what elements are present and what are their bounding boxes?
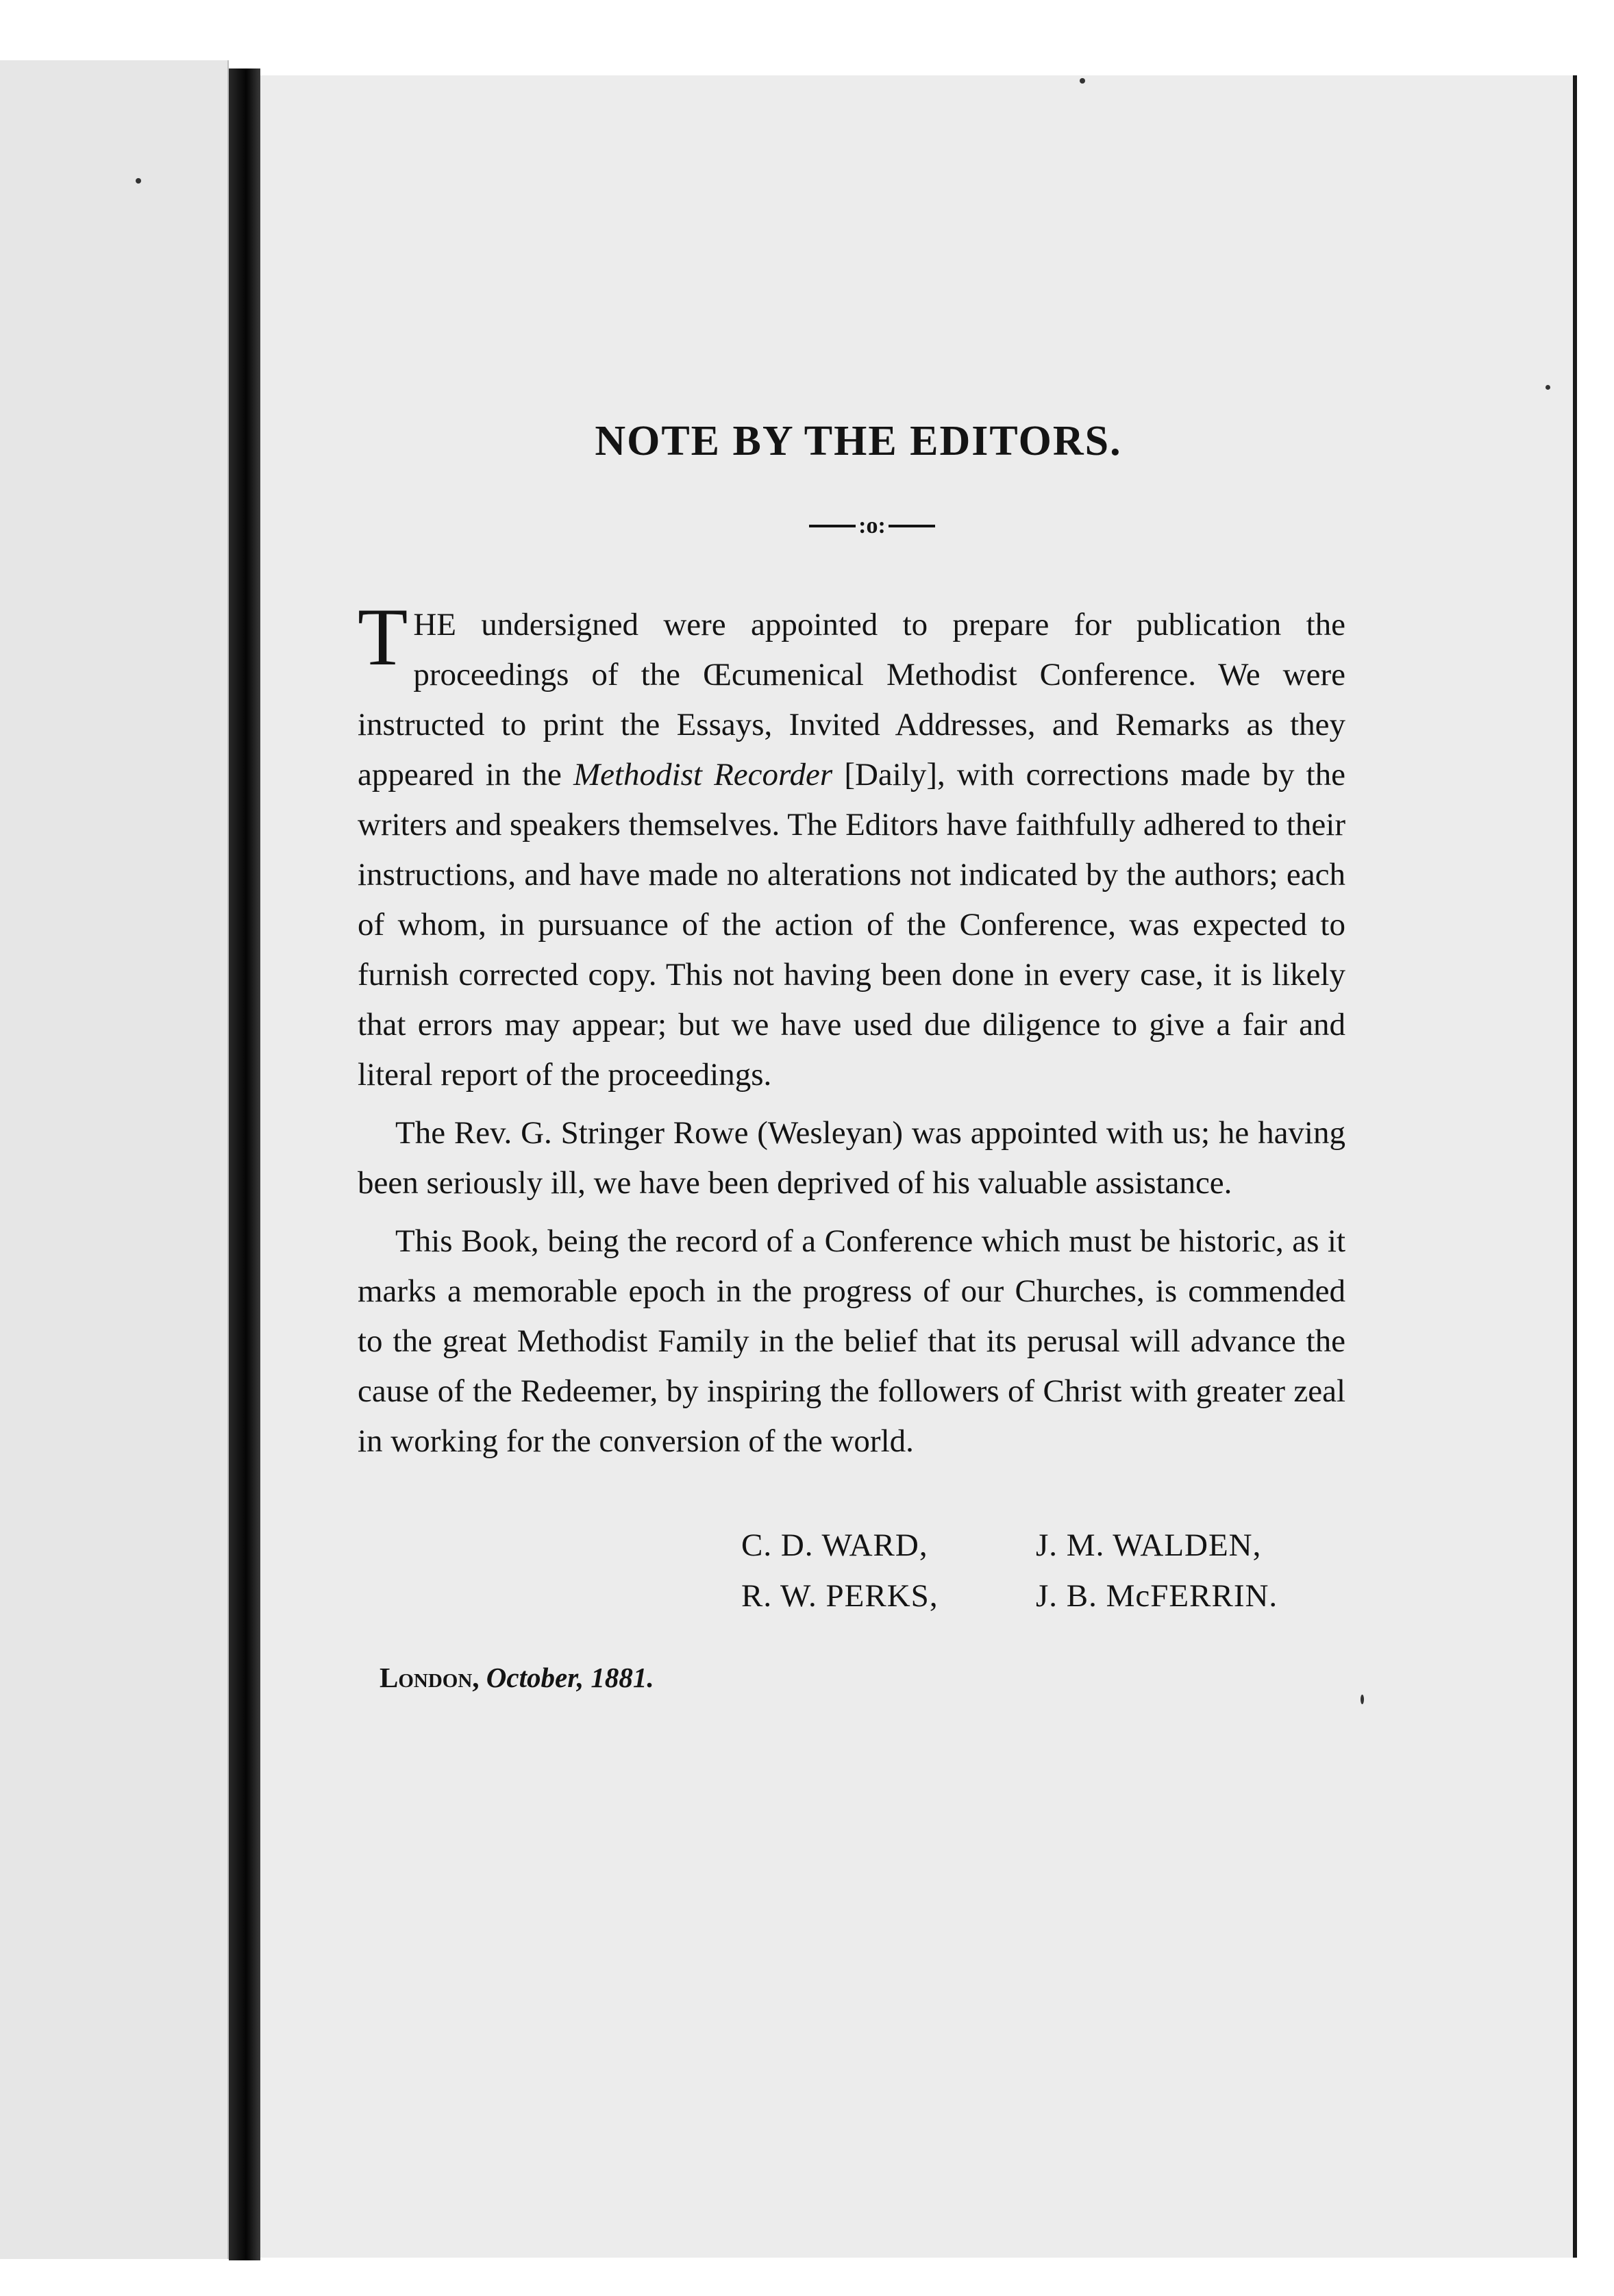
scan-speck: [136, 178, 141, 184]
page-content: [358, 411, 1345, 1694]
signature-name: C. D. WARD,: [741, 1527, 928, 1563]
signature-row: [741, 1571, 1345, 1621]
page-title: NOTE BY THE EDITORS.: [595, 418, 1122, 464]
ornament-rule-right: [889, 525, 935, 527]
month: October,: [486, 1662, 584, 1693]
scan-speck: [1361, 1695, 1364, 1704]
drop-cap: T: [358, 591, 408, 682]
paragraph-1-text-b: [Daily], with corrections made by the writers and speakers themselves. The Editors have faithfully adhered to their instructions, and have made no alterations not indicated by the authors; each of whom, in pursuance of the action of the Conference, was expected to furnish corrected copy. This not having been done in every case, it is likely that errors may appear; but we have used due diligence to give a fair and literal report of the proceedings.: [358, 757, 1345, 1093]
place-and-date: [380, 1661, 1345, 1694]
book-spine: [229, 68, 260, 2260]
ornament-mark: :o:: [858, 513, 886, 539]
section-ornament: [399, 511, 1345, 538]
scan-speck: [1080, 78, 1085, 84]
signature-name: J. B. McFERRIN.: [1036, 1578, 1278, 1614]
paragraph-1: [358, 591, 1345, 1100]
place: London,: [380, 1662, 480, 1693]
paragraph-1-text-a: undersigned were appointed to prepare for publication the proceedings of the Œcumenical Methodist Conference. We were instructed to print the Essays, Invited Addresses, and Remarks as they appeared in the: [358, 607, 1345, 793]
signature-name: R. W. PERKS,: [741, 1578, 939, 1614]
ornament-rule-left: [809, 525, 856, 527]
note-body: [358, 591, 1345, 1467]
paragraph-2: The Rev. G. Stringer Rowe (Wesleyan) was appointed with us; he having been seriously ill, we have been deprived of his valuable assistance.: [358, 1115, 1345, 1201]
lead-word: HE: [413, 607, 456, 642]
publication-title: Methodist Recorder: [573, 757, 833, 793]
scan-speck: [1545, 385, 1550, 390]
editor-signatures: [741, 1520, 1345, 1621]
signature-name: J. M. WALDEN,: [1036, 1527, 1262, 1563]
left-page-edge: [0, 60, 229, 2259]
paragraph-3: This Book, being the record of a Conference which must be historic, as it marks a memorable epoch in the progress of our Churches, is commended to the great Methodist Family in the belief that its perusal will advance the cause of the Redeemer, by inspiring the followers of Christ with greater zeal in working for the conversion of the world.: [358, 1223, 1345, 1459]
year: 1881.: [591, 1662, 654, 1693]
signature-row: [741, 1520, 1345, 1571]
